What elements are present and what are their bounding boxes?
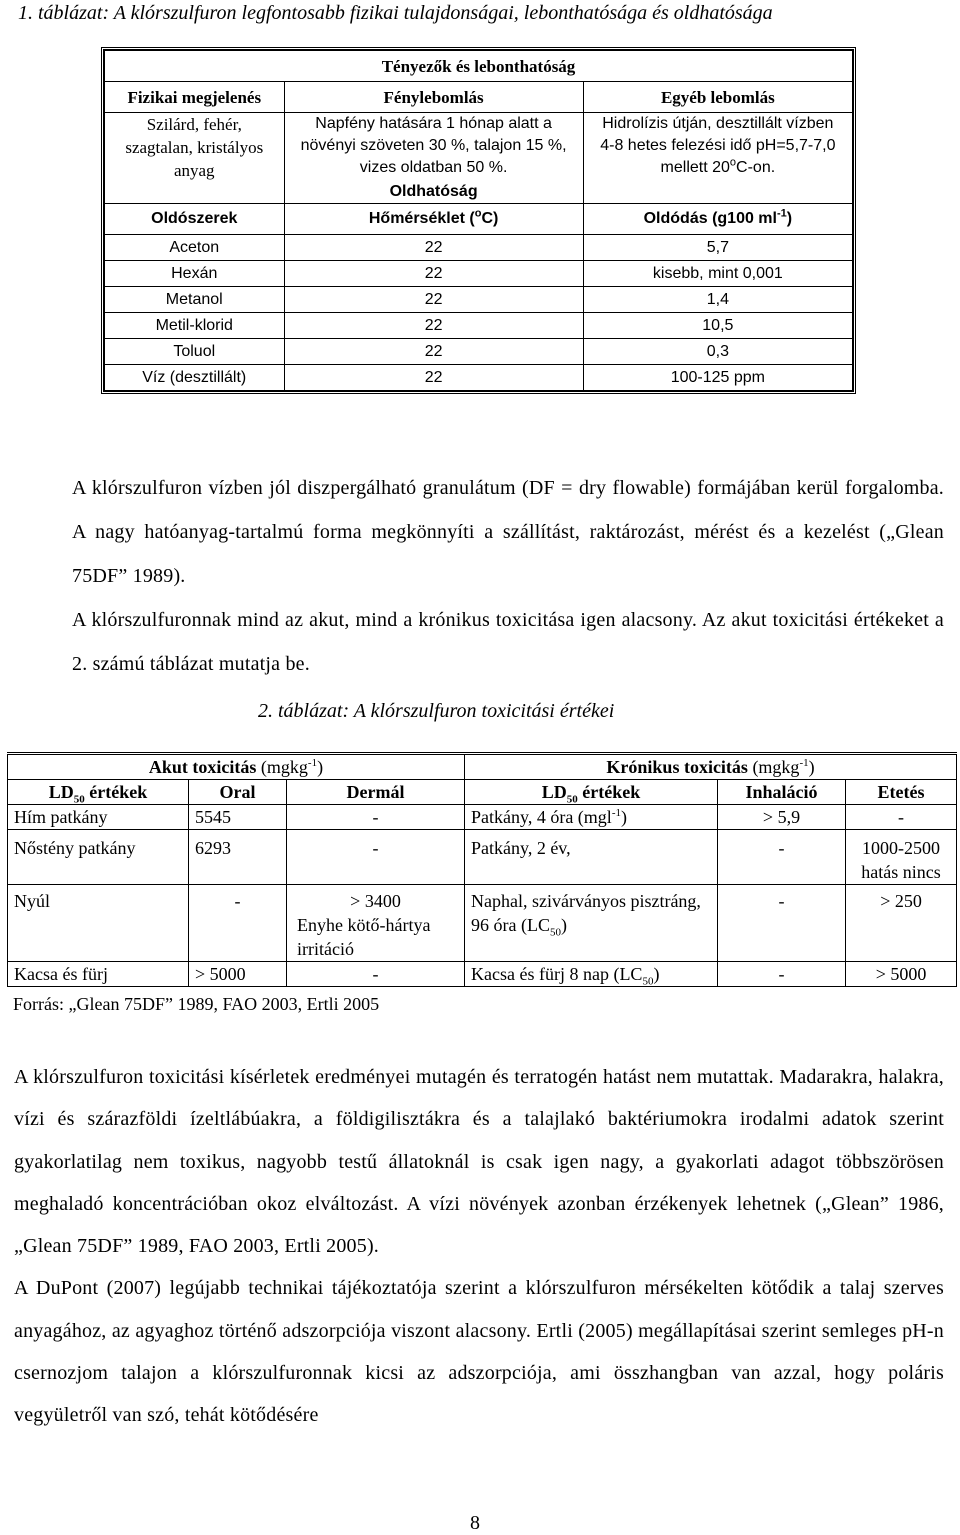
col-other-header: Egyéb lebomlás (583, 82, 852, 113)
ld-text: LD (541, 782, 567, 802)
value-cell: 0,3 (583, 339, 852, 365)
animal-cell: Kacsa és fürj (8, 962, 189, 987)
oral-cell: 6293 (189, 830, 287, 885)
paragraph-formulation-text: A klórszulfuron vízben jól diszpergálható granulátum (DF = dry flowable) formájában kerül forgalomba. A nagy hatóanyag-tartalmú forma megkönnyíti a szállítást, raktározást, mérést és a kezelést („Glean 75DF” 1989). (72, 477, 944, 587)
ld-values-text: értékek (577, 782, 641, 802)
factors-header: Tényezők és lebonthatóság (105, 51, 853, 82)
chronic-text: Patkány, 4 óra (mgl (471, 807, 612, 827)
properties-table (101, 47, 856, 394)
dermal-cell (287, 885, 465, 962)
animal-cell: Nyúl (8, 885, 189, 962)
temp-header-sup: o (474, 207, 482, 220)
paragraph-results (14, 1056, 944, 1437)
chronic-cell (465, 962, 718, 987)
chronic-header-close: ) (808, 757, 815, 777)
solvent-cell: Víz (desztillált) (105, 365, 285, 391)
ld50-header-2 (465, 780, 718, 805)
dermal-cell: - (287, 805, 465, 830)
page-number: 8 (470, 1512, 480, 1534)
temp-cell: 22 (284, 339, 583, 365)
other-text: Hidrolízis útján, desztillált vízben 4-8 hetes felezési idő (600, 115, 834, 154)
inhalation-cell: - (718, 885, 846, 962)
dermal-note: Enyhe kötő-hártya irritáció (297, 915, 431, 959)
value-cell: 100-125 ppm (583, 365, 852, 391)
solubility-title: Oldhatóság (389, 183, 478, 200)
oral-cell: 5545 (189, 805, 287, 830)
temp-cell: 22 (284, 235, 583, 261)
solvent-header: Oldószerek (105, 204, 285, 235)
chronic-header-sup: -1 (799, 757, 809, 769)
dissolve-header-b: ) (786, 210, 793, 227)
value-cell: kisebb, mint 0,001 (583, 261, 852, 287)
oral-header: Oral (189, 780, 287, 805)
acute-header-close: ) (317, 757, 324, 777)
solvent-cell: Hexán (105, 261, 285, 287)
chronic-header-bold: Krónikus toxicitás (606, 757, 748, 777)
chronic-cell (465, 805, 718, 830)
chronic-cell (465, 885, 718, 962)
physical-cell (105, 113, 285, 204)
ld-sub: 50 (73, 793, 85, 806)
value-cell: 5,7 (583, 235, 852, 261)
solvent-cell: Toluol (105, 339, 285, 365)
degree-sup: o (729, 156, 737, 169)
paragraph-adsorption-text: A DuPont (2007) legújabb technikai tájékoztatója szerint a klórszulfuron mérsékelten kötődik a talaj szerves anyagához, az agyaghoz történő adszorpciója viszont alacsony. Ertli (2005) megállapításai szerint semleges pH-n csernozjom talajon a klórszulfuronnak kicsi az adszorpciója, ami összhangban van azzal, hogy poláris vegyületről van szó, tehát kötődésére (14, 1277, 944, 1427)
feeding-range: 1000-2500 (862, 838, 941, 858)
feeding-cell: > 5000 (846, 962, 957, 987)
feeding-cell: > 250 (846, 885, 957, 962)
temp-cell: 22 (284, 313, 583, 339)
animal-cell: Hím patkány (8, 805, 189, 830)
table1-caption: 1. táblázat: A klórszulfuron legfontosabb fizikai tulajdonságai, lebonthatósága és oldhatósága (18, 2, 773, 24)
temp-header-b: C) (481, 210, 499, 227)
ld-values-text: értékek (84, 782, 148, 802)
other-cell (583, 113, 852, 204)
table2-source: Forrás: „Glean 75DF” 1989, FAO 2003, Ertli 2005 (13, 994, 380, 1014)
animal-cell: Nőstény patkány (8, 830, 189, 885)
acute-header-bold: Akut toxicitás (148, 757, 257, 777)
dermal-cell: - (287, 962, 465, 987)
dermal-cell: - (287, 830, 465, 885)
acute-header-sup: -1 (307, 757, 318, 769)
oral-cell: > 5000 (189, 962, 287, 987)
chronic-sup: -1 (611, 807, 621, 819)
col-physical-header: Fizikai megjelenés (105, 82, 285, 113)
photo-text: Napfény hatására 1 hónap alatt a növényi szöveten 30 %, talajon 15 %, vizes oldatban 50 %. (300, 115, 567, 176)
dermal-value: > 3400 (350, 891, 401, 911)
temp-cell: 22 (284, 365, 583, 391)
toxicity-table (7, 752, 956, 987)
temp-cell: 22 (284, 287, 583, 313)
inhalation-cell: - (718, 830, 846, 885)
chronic-sub: 50 (549, 926, 561, 939)
solvent-cell: Metanol (105, 287, 285, 313)
col-photo-header: Fénylebomlás (284, 82, 583, 113)
temp-header (284, 204, 583, 235)
ld50-header (8, 780, 189, 805)
chronic-close: ) (620, 807, 627, 827)
paragraph-formulation (14, 466, 944, 686)
dermal-header: Dermál (287, 780, 465, 805)
paragraph-toxicity-text: A klórszulfuronnak mind az akut, mind a krónikus toxicitása igen alacsony. Az akut toxicitási értékeket a 2. számú táblázat mutatja be. (72, 609, 944, 675)
ld-sub: 50 (566, 793, 578, 806)
physical-text: Szilárd, fehér, szagtalan, kristályos anyag (125, 115, 264, 180)
temp-cell: 22 (284, 261, 583, 287)
celsius-text: C-on. (736, 159, 776, 176)
feeding-note: hatás nincs (861, 862, 941, 882)
acute-header (8, 754, 465, 780)
dissolve-header-a: Oldódás (g100 ml (643, 210, 777, 227)
chronic-text: Naphal, szivárványos pisztráng, 96 óra (LC (471, 891, 701, 935)
chronic-text: Kacsa és fürj 8 nap (LC (471, 964, 643, 984)
value-cell: 10,5 (583, 313, 852, 339)
chronic-close: ) (653, 964, 660, 984)
inhalation-cell: - (718, 962, 846, 987)
ph-text: pH=5,7-7,0 mellett 20 (660, 137, 836, 176)
chronic-close: ) (560, 915, 567, 935)
ld-text: LD (48, 782, 74, 802)
paragraph-results-text: A klórszulfuron toxicitási kísérletek eredményei mutagén és terratogén hatást nem mutattak. Madarakra, halakra, vízi és szárazföldi ízeltlábúakra, a földigilisztákra és a talajlakó baktériumokra irodalmi adatok szerint gyakorlatilag nem toxikus, nagyobb testű állatoknál is csak igen nagy, a gyakorlati adagot többszörösen meghaladó koncentrációban okoz elváltozást. A vízi növények azonban érzékenyek lehetnek („Glean” 1986, „Glean 75DF” 1989, FAO 2003, Ertli 2005). (14, 1066, 944, 1258)
inhalation-header: Inhaláció (718, 780, 846, 805)
dissolve-header (583, 204, 852, 235)
acute-header-unit: (mgkg (256, 757, 308, 777)
table2-caption: 2. táblázat: A klórszulfuron toxicitási értékei (258, 700, 615, 722)
dissolve-header-sup: -1 (776, 207, 787, 220)
chronic-header (465, 754, 957, 780)
solvent-cell: Metil-klorid (105, 313, 285, 339)
temp-header-a: Hőmérséklet ( (368, 210, 475, 227)
solvent-cell: Aceton (105, 235, 285, 261)
inhalation-cell: > 5,9 (718, 805, 846, 830)
photo-cell (284, 113, 583, 204)
feeding-cell (846, 830, 957, 885)
feeding-header: Etetés (846, 780, 957, 805)
chronic-sub: 50 (642, 975, 654, 988)
chronic-header-unit: (mgkg (747, 757, 800, 777)
value-cell: 1,4 (583, 287, 852, 313)
chronic-cell: Patkány, 2 év, (465, 830, 718, 885)
feeding-cell: - (846, 805, 957, 830)
oral-cell: - (189, 885, 287, 962)
